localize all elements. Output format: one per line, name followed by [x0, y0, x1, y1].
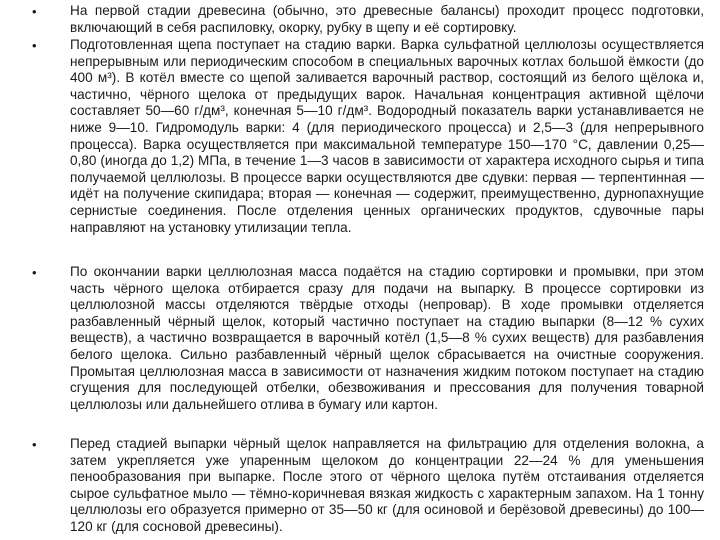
paragraph-black-liquor: Перед стадией выпарки чёрный щелок направляется на фильтрацию для отделения волокна, а затем укрепляется уже упаренным щелоком до концентрации 22—24 % для уменьшения пенообразования при выпарке. После этого от чёрного щелока путём отстаивания отделяется сырое сульфатное мыло — тёмно-коричневая вязкая жидкость с характерным запахом. На 1 тонну целлюлозы его образуется примерно от 35—50 кг (для осиновой и берёзовой древесины) до 100—120 кг (для сосновой древесины). [70, 436, 704, 534]
list-item [0, 37, 704, 236]
paragraph-wood-preparation: На первой стадии древесина (обычно, это древесные балансы) проходит процесс подготовки, включающий в себя распиловку, окорку, рубку в щепу и её сортировку. [70, 3, 704, 35]
paragraph-cooking-stage: Подготовленная щепа поступает на стадию варки. Варка сульфатной целлюлозы осуществляется непрерывным или периодическим способом в специальных варочных котлах большой ёмкости (до 400 м³). В котёл вместе со щепой заливается варочный раствор, состоящий из белого щёлока и, частично, чёрного щелока от предыдущих варок. Начальная концентрация активной щёлочи составляет 50—60 г/дм³, конечная 5—10 г/дм³. Водородный показатель варки устанавливается не ниже 9—10. Гидромодуль варки: 4 (для периодического процесса) и 2,5—3 (для непрерывного процесса). Варка осуществляется при максимальной температуре 150—170 °С, давлении 0,25—0,80 (иногда до 1,2) МПа, в течение 1—3 часов в зависимости от характера исходного сырья и типа получаемой целлюлозы. В процессе варки осуществляются две сдувки: первая — терпентинная — идёт на получение скипидара; вторая — конечная — содержит, преимущественно, дурнопахнущие сернистые соединения. После отделения ценных органических продуктов, сдувочные пары направляют на установку утилизации тепла. [70, 37, 704, 235]
list-item [0, 264, 704, 413]
list-item [0, 3, 704, 36]
bullet-dot: • [32, 4, 37, 19]
bullet-dot: • [32, 38, 37, 53]
bullet-dot: • [32, 437, 37, 452]
paragraph-sorting-washing: По окончании варки целлюлозная масса подаётся на стадию сортировки и промывки, при этом часть чёрного щелока отбирается сразу для подачи на выпарку. В процессе сортировки из целлюлозной массы отделяются твёрдые отходы (непровар). В ходе промывки отделяется разбавленный чёрный щелок, который частично поступает на стадию выпарки (8—12 % сухих веществ), а частично возвращается в варочный котёл (1,5—8 % сухих веществ) для разбавления белого щелока. Сильно разбавленный чёрный щелок сбрасывается на очистные сооружения. Промытая целлюлозная масса в зависимости от назначения жидким потоком поступает на стадию сгущения для последующей отбелки, обезвоживания и прессования для получения товарной целлюлозы или дальнейшего отлива в бумагу или картон. [70, 264, 704, 412]
bullet-dot: • [32, 265, 37, 280]
list-item [0, 436, 704, 536]
